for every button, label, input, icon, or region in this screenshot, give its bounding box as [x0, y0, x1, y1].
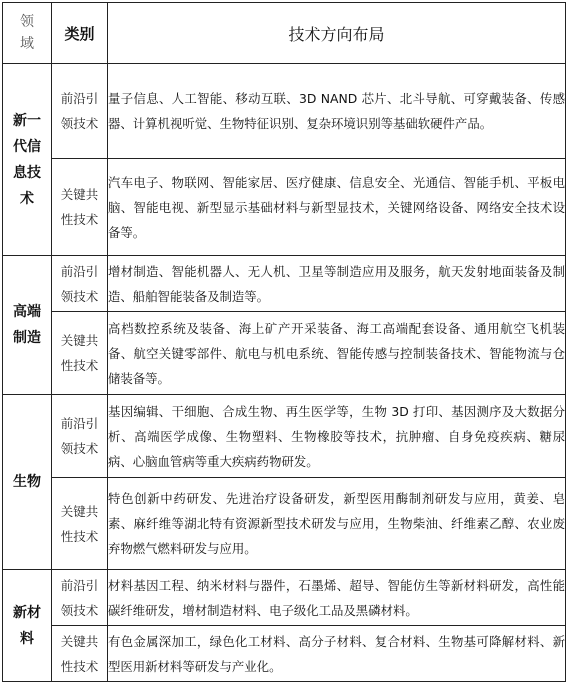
- category-label-line: 性技术: [60, 212, 99, 227]
- category-cell: [52, 312, 108, 395]
- category-label-line: 领技术: [60, 602, 99, 618]
- domain-label-line: 代信: [13, 138, 41, 155]
- direction-text: 有色金属深加工，绿色化工材料、高分子材料、复合材料、生物基可降解材料、新型医用新材料等研发与产业化。: [108, 626, 566, 682]
- category-label-line: 性技术: [60, 528, 99, 544]
- category-label-line: 关键共: [60, 503, 99, 519]
- domain-label-line: 新材: [13, 604, 41, 621]
- direction-text: 量子信息、人工智能、移动互联、3D NAND 芯片、北斗导航、可穿戴装备、传感器、计算机视听觉、生物特征识别、复杂环境识别等基础软硬件产品。: [108, 64, 566, 159]
- domain-label-line: 生物: [13, 474, 41, 490]
- header-domain-line: 领: [20, 14, 34, 30]
- category-label-line: 性技术: [60, 658, 99, 674]
- table-row: [3, 395, 566, 478]
- table-row: [3, 478, 566, 570]
- domain-cell: [3, 256, 52, 395]
- direction-text: 汽车电子、物联网、智能家居、医疗健康、信息安全、光通信、智能手机、平板电脑、智能电视、新型显示基础材料与新型显技术，关键网络设备、网络安全技术设备等。: [108, 159, 566, 256]
- category-cell: [52, 64, 108, 159]
- domain-label-line: 料: [20, 630, 34, 647]
- domain-label-line: 制造: [13, 330, 41, 346]
- header-domain: [3, 3, 52, 64]
- category-cell: [52, 395, 108, 478]
- header-domain-line: 域: [20, 36, 34, 52]
- header-direction: 技术方向布局: [108, 3, 566, 64]
- category-label-line: 关键共: [60, 187, 99, 202]
- category-cell: [52, 478, 108, 570]
- direction-text: 高档数控系统及装备、海上矿产开采装备、海工高端配套设备、通用航空飞机装备、航空关键零部件、航电与机电系统、智能传感与控制装备技术、智能物流与仓储装备等。: [108, 312, 566, 395]
- direction-text: 材料基因工程、纳米材料与器件，石墨烯、超导、智能仿生等新材料研发，高性能碳纤维研发，增材制造材料、电子级化工品及黑磷材料。: [108, 570, 566, 626]
- domain-label-line: 术: [20, 190, 34, 207]
- category-label-line: 前沿引: [60, 91, 99, 106]
- direction-text: 基因编辑、干细胞、合成生物、再生医学等，生物 3D 打印、基因测序及大数据分析、高端医学成像、生物塑料、生物橡胶等技术，抗肿瘤、自身免疫疾病、糖尿病、心脑血管病等重大疾病药物研发。: [108, 395, 566, 478]
- category-label-line: 领技术: [60, 116, 99, 131]
- domain-label-line: 息技: [13, 164, 41, 181]
- table-row: [3, 312, 566, 395]
- table-header-row: [3, 3, 566, 64]
- category-label-line: 关键共: [60, 333, 99, 348]
- category-label-line: 领技术: [60, 441, 99, 456]
- table-row: [3, 570, 566, 626]
- direction-text: 增材制造、智能机器人、无人机、卫星等制造应用及服务，航天发射地面装备及制造、船舶智能装备及制造等。: [108, 256, 566, 312]
- header-category: 类别: [52, 3, 108, 64]
- category-label-line: 前沿引: [60, 263, 99, 279]
- category-label-line: 关键共: [60, 633, 99, 649]
- domain-label-line: 新一: [13, 112, 41, 129]
- table-row: [3, 256, 566, 312]
- category-cell: [52, 570, 108, 626]
- category-label-line: 领技术: [60, 288, 99, 304]
- category-label-line: 性技术: [60, 358, 99, 373]
- table-row: [3, 64, 566, 159]
- category-label-line: 前沿引: [60, 416, 99, 431]
- domain-label-line: 高端: [13, 304, 41, 320]
- domain-cell: [3, 570, 52, 682]
- technology-layout-table: [2, 2, 566, 682]
- table-row: [3, 159, 566, 256]
- domain-cell: [3, 64, 52, 256]
- category-label-line: 前沿引: [60, 577, 99, 593]
- table-row: [3, 626, 566, 682]
- direction-text: 特色创新中药研发、先进治疗设备研发，新型医用酶制剂研发与应用，黄姜、皂素、麻纤维等湖北特有资源新型技术研发与应用，生物柴油、纤维素乙醇、农业废弃物燃气燃料研发与应用。: [108, 478, 566, 570]
- category-cell: [52, 159, 108, 256]
- domain-cell: [3, 395, 52, 570]
- category-cell: [52, 256, 108, 312]
- category-cell: [52, 626, 108, 682]
